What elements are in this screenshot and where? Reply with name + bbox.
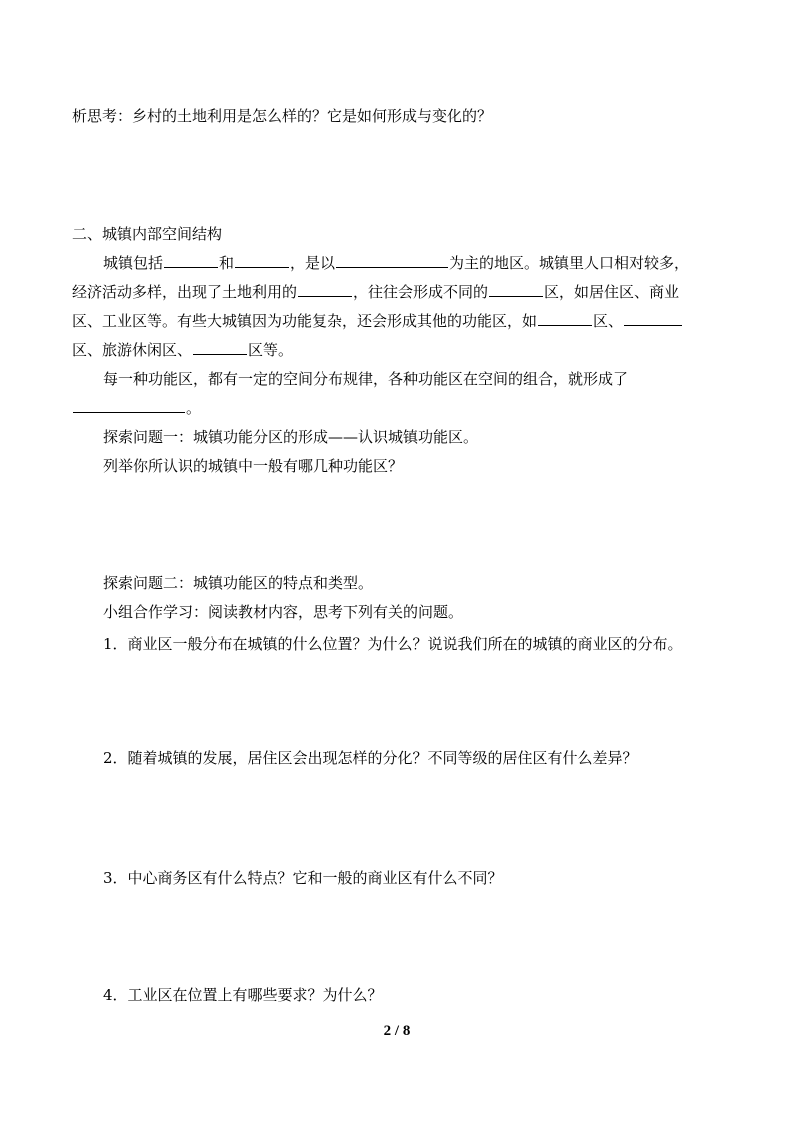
question-item: 3．中心商务区有什么特点？它和一般的商业区有什么不同？: [103, 869, 503, 887]
text-span: 和: [219, 254, 235, 272]
group-study-instruction: 小组合作学习：阅读教材内容，思考下列有关的问题。: [103, 603, 464, 621]
fill-blank[interactable]: [298, 282, 352, 297]
text-span: 经济活动多样，出现了土地利用的: [72, 283, 298, 301]
question-item: 1．商业区一般分布在城镇的什么位置？为什么？说说我们所在的城镇的商业区的分布。: [103, 635, 683, 653]
page-number: 2 / 8: [383, 1023, 411, 1039]
text-span: 。: [186, 399, 202, 417]
fill-blank[interactable]: [193, 340, 247, 355]
text-span: 区等。: [248, 341, 294, 359]
paragraph-line: [72, 398, 201, 418]
text-span: 区、工业区等。有些大城镇因为功能复杂，还会形成其他的功能区，如: [72, 312, 538, 330]
fill-blank[interactable]: [73, 398, 185, 413]
text-span: 区、: [593, 312, 624, 330]
paragraph-line: [72, 282, 679, 302]
paragraph-line: 每一种功能区，都有一定的空间分布规律，各种功能区在空间的组合，就形成了: [103, 370, 629, 388]
paragraph-line: [103, 253, 689, 273]
text-span: 区，如居住区、商业: [544, 283, 680, 301]
fill-blank[interactable]: [489, 282, 543, 297]
rural-land-use-question: 析思考：乡村的土地利用是怎么样的？它是如何形成与变化的？: [72, 107, 493, 125]
explore-question-1-prompt: 列举你所认识的城镇中一般有哪几种功能区？: [103, 457, 404, 475]
text-span: 城镇包括: [103, 254, 164, 272]
fill-blank[interactable]: [538, 311, 592, 326]
fill-blank[interactable]: [336, 253, 448, 268]
text-span: 区、旅游休闲区、: [72, 341, 193, 359]
fill-blank[interactable]: [235, 253, 289, 268]
section-heading: 二、城镇内部空间结构: [72, 225, 223, 243]
explore-question-2: 探索问题二：城镇功能区的特点和类型。: [103, 574, 374, 592]
paragraph-line: [72, 340, 293, 360]
question-item: 4．工业区在位置上有哪些要求？为什么？: [103, 986, 383, 1004]
fill-blank[interactable]: [624, 311, 682, 326]
text-span: ，往往会形成不同的: [353, 283, 489, 301]
fill-blank[interactable]: [164, 253, 218, 268]
text-span: 为主的地区。城镇里人口相对较多，: [449, 254, 690, 272]
explore-question-1: 探索问题一：城镇功能分区的形成——认识城镇功能区。: [103, 428, 479, 446]
question-item: 2．随着城镇的发展，居住区会出现怎样的分化？不同等级的居住区有什么差异？: [103, 749, 638, 767]
text-span: ，是以: [290, 254, 336, 272]
paragraph-line: [72, 311, 683, 331]
